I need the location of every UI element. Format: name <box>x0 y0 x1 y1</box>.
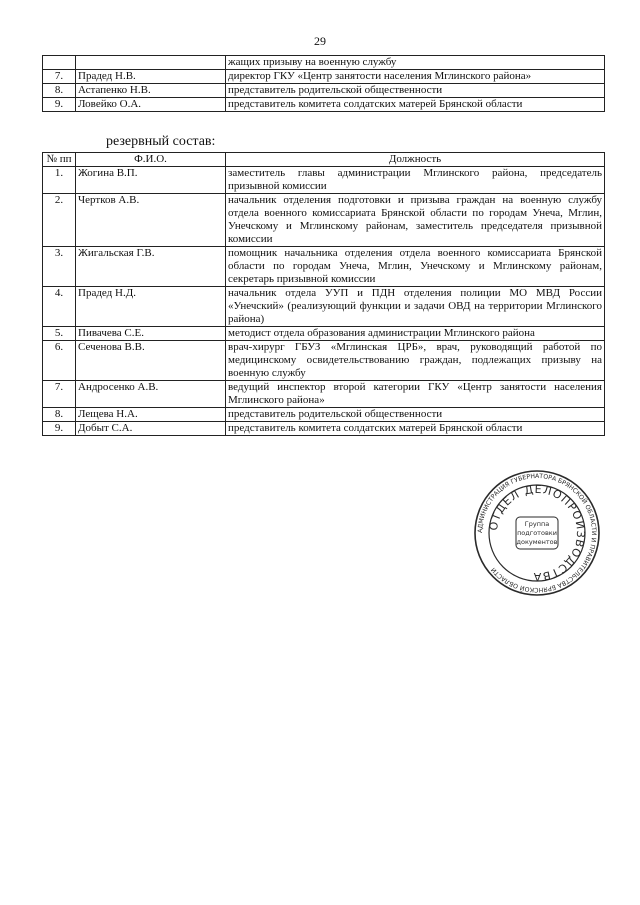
reserve-members-table <box>42 152 605 436</box>
row-name: Жигальская Г.В. <box>76 247 226 287</box>
row-name: Ловейко О.А. <box>76 98 226 112</box>
table-row <box>43 70 605 84</box>
table-row <box>43 341 605 381</box>
row-number: 2. <box>43 194 76 247</box>
row-position: жащих призыву на военную службу <box>226 56 605 70</box>
header-number: № пп <box>43 153 76 167</box>
stamp-center-line: Группа <box>524 520 550 528</box>
table-row <box>43 56 605 70</box>
row-number: 8. <box>43 84 76 98</box>
row-position: начальник отделения подготовки и призыва граждан на военную службу отдела военного комиссариата Брянской области по городам Унеча, Мглин, Унечскому и Мглинскому районам, заместитель председателя призывной комиссии <box>226 194 605 247</box>
row-name: Андросенко А.В. <box>76 381 226 408</box>
row-number: 9. <box>43 422 76 436</box>
table-row <box>43 167 605 194</box>
official-stamp <box>472 468 602 598</box>
row-name: Лещева Н.А. <box>76 408 226 422</box>
row-number: 4. <box>43 287 76 327</box>
row-position: директор ГКУ «Центр занятости населения Мглинского района» <box>226 70 605 84</box>
table-row <box>43 194 605 247</box>
reserve-heading: резервный состав: <box>106 134 216 149</box>
row-position: заместитель главы администрации Мглинского района, председатель призывной комиссии <box>226 167 605 194</box>
row-number: 7. <box>43 381 76 408</box>
row-number: 5. <box>43 327 76 341</box>
stamp-center-line: подготовки <box>517 529 557 537</box>
table-row <box>43 327 605 341</box>
row-position: представитель родительской общественности <box>226 84 605 98</box>
table-header-row <box>43 153 605 167</box>
row-name: Сеченова В.В. <box>76 341 226 381</box>
row-name <box>76 56 226 70</box>
table-row <box>43 408 605 422</box>
row-position: помощник начальника отделения отдела военного комиссариата Брянской области по городам Унеча, Мглин, Унечскому и Мглинскому районам, секретарь призывной комиссии <box>226 247 605 287</box>
row-number: 6. <box>43 341 76 381</box>
stamp-seal-graphic <box>472 468 602 598</box>
table-row <box>43 287 605 327</box>
row-name: Пивачева С.Е. <box>76 327 226 341</box>
row-position: начальник отдела УУП и ПДН отделения полиции МО МВД России «Унечский» (реализующий функции и задачи ОВД на территории Мглинского района) <box>226 287 605 327</box>
stamp-outer-text: АДМИНИСТРАЦИЯ ГУБЕРНАТОРА БРЯНСКОЙ ОБЛАСТИ И ПРАВИТЕЛЬСТВА БРЯНСКОЙ ОБЛАСТИ <box>476 472 598 594</box>
stamp-center-line: документов <box>516 538 558 546</box>
table-row <box>43 98 605 112</box>
row-name: Чертков А.В. <box>76 194 226 247</box>
row-name: Добыт С.А. <box>76 422 226 436</box>
row-number: 1. <box>43 167 76 194</box>
row-position: методист отдела образования администрации Мглинского района <box>226 327 605 341</box>
stamp-inner-text: ОТДЕЛ ДЕЛОПРОИЗВОДСТВА <box>486 482 588 584</box>
row-position: представитель родительской общественности <box>226 408 605 422</box>
members-table-continued <box>42 55 605 112</box>
table-row <box>43 247 605 287</box>
row-position: представитель комитета солдатских матерей Брянской области <box>226 98 605 112</box>
row-name: Астапенко Н.В. <box>76 84 226 98</box>
row-number <box>43 56 76 70</box>
header-position: Должность <box>226 153 605 167</box>
row-name: Прадед Н.В. <box>76 70 226 84</box>
table-row <box>43 381 605 408</box>
row-name: Прадед Н.Д. <box>76 287 226 327</box>
page-number: 29 <box>314 34 326 48</box>
row-number: 3. <box>43 247 76 287</box>
table-row <box>43 84 605 98</box>
row-name: Жогина В.П. <box>76 167 226 194</box>
row-number: 9. <box>43 98 76 112</box>
row-number: 7. <box>43 70 76 84</box>
header-name: Ф.И.О. <box>76 153 226 167</box>
row-position: врач-хирург ГБУЗ «Мглинская ЦРБ», врач, руководящий работой по медицинскому освидетельствованию граждан, подлежащих призыву на военную службу <box>226 341 605 381</box>
row-position: ведущий инспектор второй категории ГКУ «Центр занятости населения Мглинского района» <box>226 381 605 408</box>
row-position: представитель комитета солдатских матерей Брянской области <box>226 422 605 436</box>
row-number: 8. <box>43 408 76 422</box>
table-row <box>43 422 605 436</box>
